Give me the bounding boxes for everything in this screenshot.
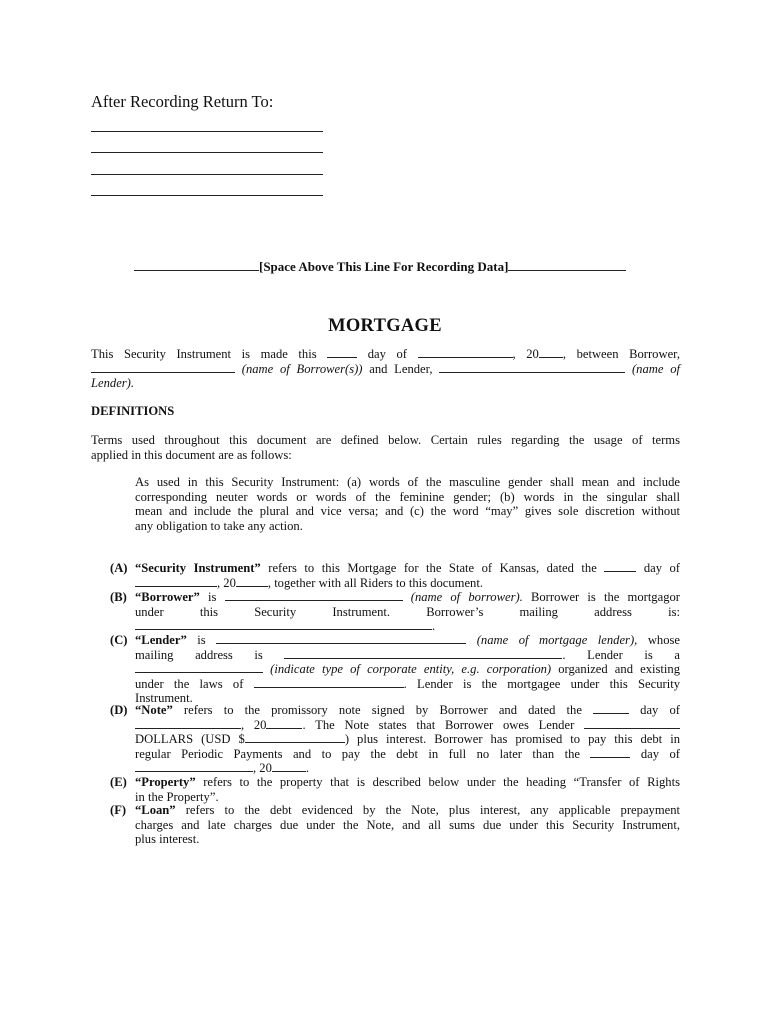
definition-b <box>110 590 680 634</box>
def-line <box>135 703 680 718</box>
month-blank[interactable] <box>418 347 513 358</box>
def-line <box>135 590 680 605</box>
term: “Note” <box>135 703 173 717</box>
definition-label: (E) <box>110 775 127 789</box>
day-blank[interactable] <box>327 347 357 358</box>
intro-text: day of <box>367 347 407 361</box>
usage-rules <box>135 475 680 533</box>
year-blank[interactable] <box>539 347 563 358</box>
def-line <box>135 761 680 776</box>
borrower-blank[interactable] <box>225 590 403 601</box>
def-text: refers to the debt evidenced by the Note, plus interest, any applicable prepayment <box>185 803 681 817</box>
def-line: plus interest. <box>135 832 200 846</box>
note-day-blank[interactable] <box>593 703 629 714</box>
def-text: . The Note states that Borrower owes Lender <box>302 717 575 732</box>
def-text: regular Periodic Payments and to pay the debt in full no later than the <box>135 746 580 761</box>
recording-data-line <box>134 259 636 275</box>
intro-text: (name of Borrower(s)) <box>241 361 363 376</box>
document-title: MORTGAGE <box>328 316 442 336</box>
dated-day-blank[interactable] <box>604 561 636 572</box>
def-line <box>135 561 680 576</box>
def-text: , 20 <box>217 575 236 590</box>
definition-a <box>110 561 680 590</box>
def-text: is <box>197 633 206 647</box>
jurisdiction-blank[interactable] <box>254 677 404 688</box>
definition-e <box>110 775 680 804</box>
def-line <box>135 648 680 663</box>
term: “Security Instrument” <box>135 561 261 575</box>
intro-paragraph <box>91 347 680 391</box>
def-line <box>135 718 680 733</box>
intro-text: Lender). <box>91 376 135 390</box>
rules-line: any obligation to take any action. <box>135 518 303 533</box>
intro-text: and Lender, <box>369 361 433 376</box>
lender-blank[interactable] <box>216 633 466 644</box>
def-text: under the laws of <box>135 676 244 691</box>
return-address-line-3[interactable] <box>91 174 323 175</box>
def-line <box>135 775 680 790</box>
intro-text: This Security Instrument is made this <box>91 347 317 361</box>
note-year-blank[interactable] <box>266 718 302 729</box>
recording-blank-right <box>508 260 626 271</box>
dated-year-blank[interactable] <box>236 576 268 587</box>
def-line <box>135 633 680 648</box>
definition-label: (B) <box>110 590 127 604</box>
recording-label: [Space Above This Line For Recording Data] <box>259 259 509 274</box>
definition-c <box>110 633 680 706</box>
rules-line: As used in this Security Instrument: (a) words of the masculine gender shall mean and include <box>135 475 680 489</box>
def-line <box>135 662 680 677</box>
definition-label: (D) <box>110 703 128 717</box>
def-line <box>135 747 680 762</box>
def-text: , 20 <box>253 761 272 775</box>
def-text: refers to the promissory note signed by Borrower and dated the <box>183 703 582 717</box>
intro-line-2 <box>91 362 680 377</box>
definitions-heading: DEFINITIONS <box>91 404 175 418</box>
def-text: day of <box>640 703 680 717</box>
def-line <box>135 576 680 591</box>
def-text: Borrower is the mortgagor <box>530 590 680 604</box>
intro-line-1 <box>91 347 680 362</box>
def-text: , 20 <box>241 717 267 732</box>
def-line <box>135 732 680 747</box>
lender-name-blank[interactable] <box>439 362 625 373</box>
def-text: refers to this Mortgage for the State of Kansas, dated the <box>268 561 597 575</box>
dated-month-blank[interactable] <box>135 576 217 587</box>
def-line: under this Security Instrument. Borrower’s mailing address is: <box>135 604 680 619</box>
def-text: . Lender is the mortgagee under this Security <box>403 676 680 691</box>
maturity-year-blank[interactable] <box>272 761 306 772</box>
def-line <box>135 619 680 634</box>
definition-d <box>110 703 680 776</box>
term: “Borrower” <box>135 590 200 604</box>
def-text: . <box>305 761 310 775</box>
intro-line-3 <box>91 376 680 391</box>
amount-usd-blank[interactable] <box>245 732 345 743</box>
term: “Loan” <box>135 803 176 817</box>
def-line: Instrument. <box>135 691 193 705</box>
def-text: . Lender is a <box>562 647 680 662</box>
def-text: organized and existing <box>558 662 680 676</box>
return-address-line-1[interactable] <box>91 131 323 132</box>
definition-label: (F) <box>110 803 127 817</box>
def-text: , together with all Riders to this document. <box>267 575 483 590</box>
def-line <box>135 677 680 692</box>
terms-line: Terms used throughout this document are defined below. Certain rules regarding the usage of terms <box>91 433 680 447</box>
def-text: day of <box>640 746 680 761</box>
def-text: (indicate type of corporate entity, e.g. corporation) <box>270 662 552 676</box>
return-to-heading: After Recording Return To: <box>91 92 274 111</box>
def-text: (name of borrower). <box>410 590 523 604</box>
intro-text: , 20 <box>512 347 539 361</box>
def-text: whose <box>647 633 681 647</box>
terms-line: applied in this document are as follows: <box>91 447 292 462</box>
note-month-blank[interactable] <box>135 718 241 729</box>
intro-text: , between Borrower, <box>562 347 680 361</box>
return-address-line-4[interactable] <box>91 195 323 196</box>
def-text: day of <box>643 561 681 575</box>
maturity-day-blank[interactable] <box>590 747 630 758</box>
rules-line: mean and include the plural and vice versa; and (c) the word “may” gives sole discretion without <box>135 504 680 518</box>
definition-label: (A) <box>110 561 128 575</box>
return-address-line-2[interactable] <box>91 152 323 153</box>
borrower-name-blank[interactable] <box>91 362 235 373</box>
entity-type-blank[interactable] <box>135 662 263 673</box>
terms-intro <box>91 433 680 462</box>
def-line <box>135 803 680 818</box>
term: “Property” <box>135 775 196 789</box>
def-text: ) plus interest. Borrower has promised to pay this debt in <box>344 732 680 746</box>
definition-label: (C) <box>110 633 128 647</box>
def-text: (name of mortgage lender), <box>476 633 638 647</box>
recording-blank-left <box>134 260 259 271</box>
def-text: mailing address is <box>135 647 263 662</box>
intro-text: (name of <box>631 361 680 376</box>
definition-f <box>110 803 680 847</box>
rules-line: corresponding neuter words or words of the feminine gender; (b) words in the singular shall <box>135 489 680 504</box>
term: “Lender” <box>135 633 187 647</box>
maturity-month-blank[interactable] <box>135 761 253 772</box>
lender-address-blank[interactable] <box>284 648 562 659</box>
def-line: in the Property”. <box>135 789 219 804</box>
def-text: refers to the property that is described below under the heading “Transfer of Rights <box>203 775 680 789</box>
def-text: is <box>208 590 217 604</box>
def-text: . <box>432 619 436 633</box>
def-line: charges and late charges due under the Note, and all sums due under this Security Instrument, <box>135 817 680 832</box>
amount-words-blank[interactable] <box>584 718 680 729</box>
borrower-address-blank[interactable] <box>135 619 432 630</box>
def-text: DOLLARS (USD $ <box>135 732 245 746</box>
